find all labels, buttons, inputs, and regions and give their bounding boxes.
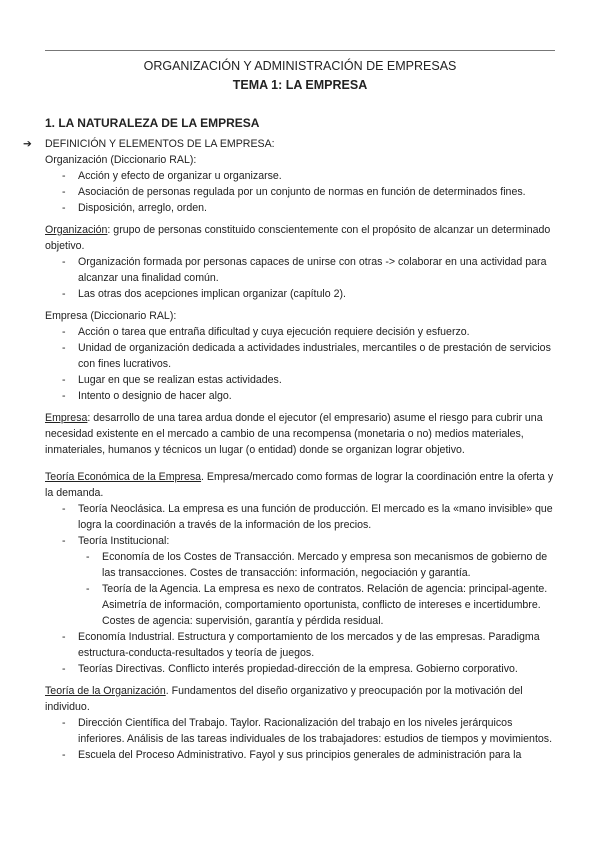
emp-ral-title: Empresa (Diccionario RAL): — [45, 310, 177, 322]
org-term: Organización — [45, 224, 108, 236]
subsection-label: DEFINICIÓN Y ELEMENTOS DE LA EMPRESA: — [45, 138, 275, 150]
teoria-org-heading: Teoría de la Organización. Fundamentos del diseño organizativo y preocupación por la motivación del individuo. — [45, 685, 523, 713]
section-title: 1. LA NATURALEZA DE LA EMPRESA — [45, 116, 260, 130]
list-item: - Economía Industrial. Estructura y comportamiento de los mercados y de las empresas. Paradigma estructura-conducta-resultados y teoría de juegos. — [62, 631, 540, 659]
list-item: - Lugar en que se realizan estas actividades. — [62, 374, 282, 386]
list-item: - Acción o tarea que entraña dificultad y cuya ejecución requiere decisión y esfuerzo. — [62, 326, 470, 338]
teoria-eco-term: Teoría Económica de la Empresa — [45, 471, 202, 483]
topic-title: TEMA 1: LA EMPRESA — [232, 78, 368, 92]
list-item: - Teoría Neoclásica. La empresa es una función de producción. El mercado es la «mano invisible» que logra la coordinación a través de la información de los precios. — [62, 503, 553, 531]
list-item: - Las otras dos acepciones implican organizar (capítulo 2). — [62, 288, 346, 300]
subsection-heading — [23, 136, 560, 152]
list-item: - Acción y efecto de organizar u organizarse. — [62, 170, 282, 182]
list-item: - Teorías Directivas. Conflicto interés propiedad-dirección de la empresa. Gobierno corporativo. — [62, 663, 518, 675]
list-item: - Escuela del Proceso Administrativo. Fayol y sus principios generales de administración para la — [62, 749, 522, 761]
top-rule — [45, 50, 555, 51]
emp-term: Empresa — [45, 412, 88, 424]
teoria-org-term: Teoría de la Organización — [45, 685, 166, 697]
sub-list-item: - Economía de los Costes de Transacción. Mercado y empresa son mecanismos de gobierno de las transacciones. Costes de transacción: información, negociación y garantía. — [86, 551, 548, 579]
course-title: ORGANIZACIÓN Y ADMINISTRACIÓN DE EMPRESAS — [143, 59, 457, 73]
arrow-icon: ➔ — [23, 138, 32, 150]
org-definition: Organización: grupo de personas constituido conscientemente con el propósito de alcanzar un determinado objetivo. — [45, 224, 551, 252]
list-item: - Unidad de organización dedicada a actividades industriales, mercantiles o de prestación de servicios con fines lucrativos. — [62, 342, 551, 370]
list-item: - Dirección Científica del Trabajo. Taylor. Racionalización del trabajo en los niveles jerárquicos inferiores. Análisis de las tareas individuales de los trabajadores: estudios de tiempos y movimientos. — [62, 717, 553, 745]
list-item: - Disposición, arreglo, orden. — [62, 202, 207, 214]
emp-definition: Empresa: desarrollo de una tarea ardua donde el ejecutor (el empresario) asume el riesgo para cubrir una necesidad existente en el mercado a cambio de una recompensa (monetaria o no) medios materiales, inmateriales, humanos y técnicos un lugar (o entidad) donde se organizan lograr objetivo. — [45, 412, 543, 456]
teoria-eco-heading: Teoría Económica de la Empresa. Empresa/mercado como formas de lograr la coordinación entre la oferta y la demanda. — [45, 471, 554, 499]
list-item: - Teoría Institucional: — [62, 535, 170, 547]
list-item: - Organización formada por personas capaces de unirse con otras -> colaborar en una actividad para alcanzar una finalidad común. — [62, 256, 547, 284]
list-item: - Asociación de personas regulada por un conjunto de normas en función de determinados fines. — [62, 186, 526, 198]
list-item: - Intento o designio de hacer algo. — [62, 390, 232, 402]
org-ral-title: Organización (Diccionario RAL): — [45, 154, 197, 166]
sub-list-item: - Teoría de la Agencia. La empresa es nexo de contratos. Relación de agencia: principal-agente. Asimetría de información, comportamiento oportunista, conflicto de intereses e incertidumbre. Costes de agencia: supervisión, garantía y pérdida residual. — [86, 583, 548, 627]
document-body — [23, 136, 560, 763]
